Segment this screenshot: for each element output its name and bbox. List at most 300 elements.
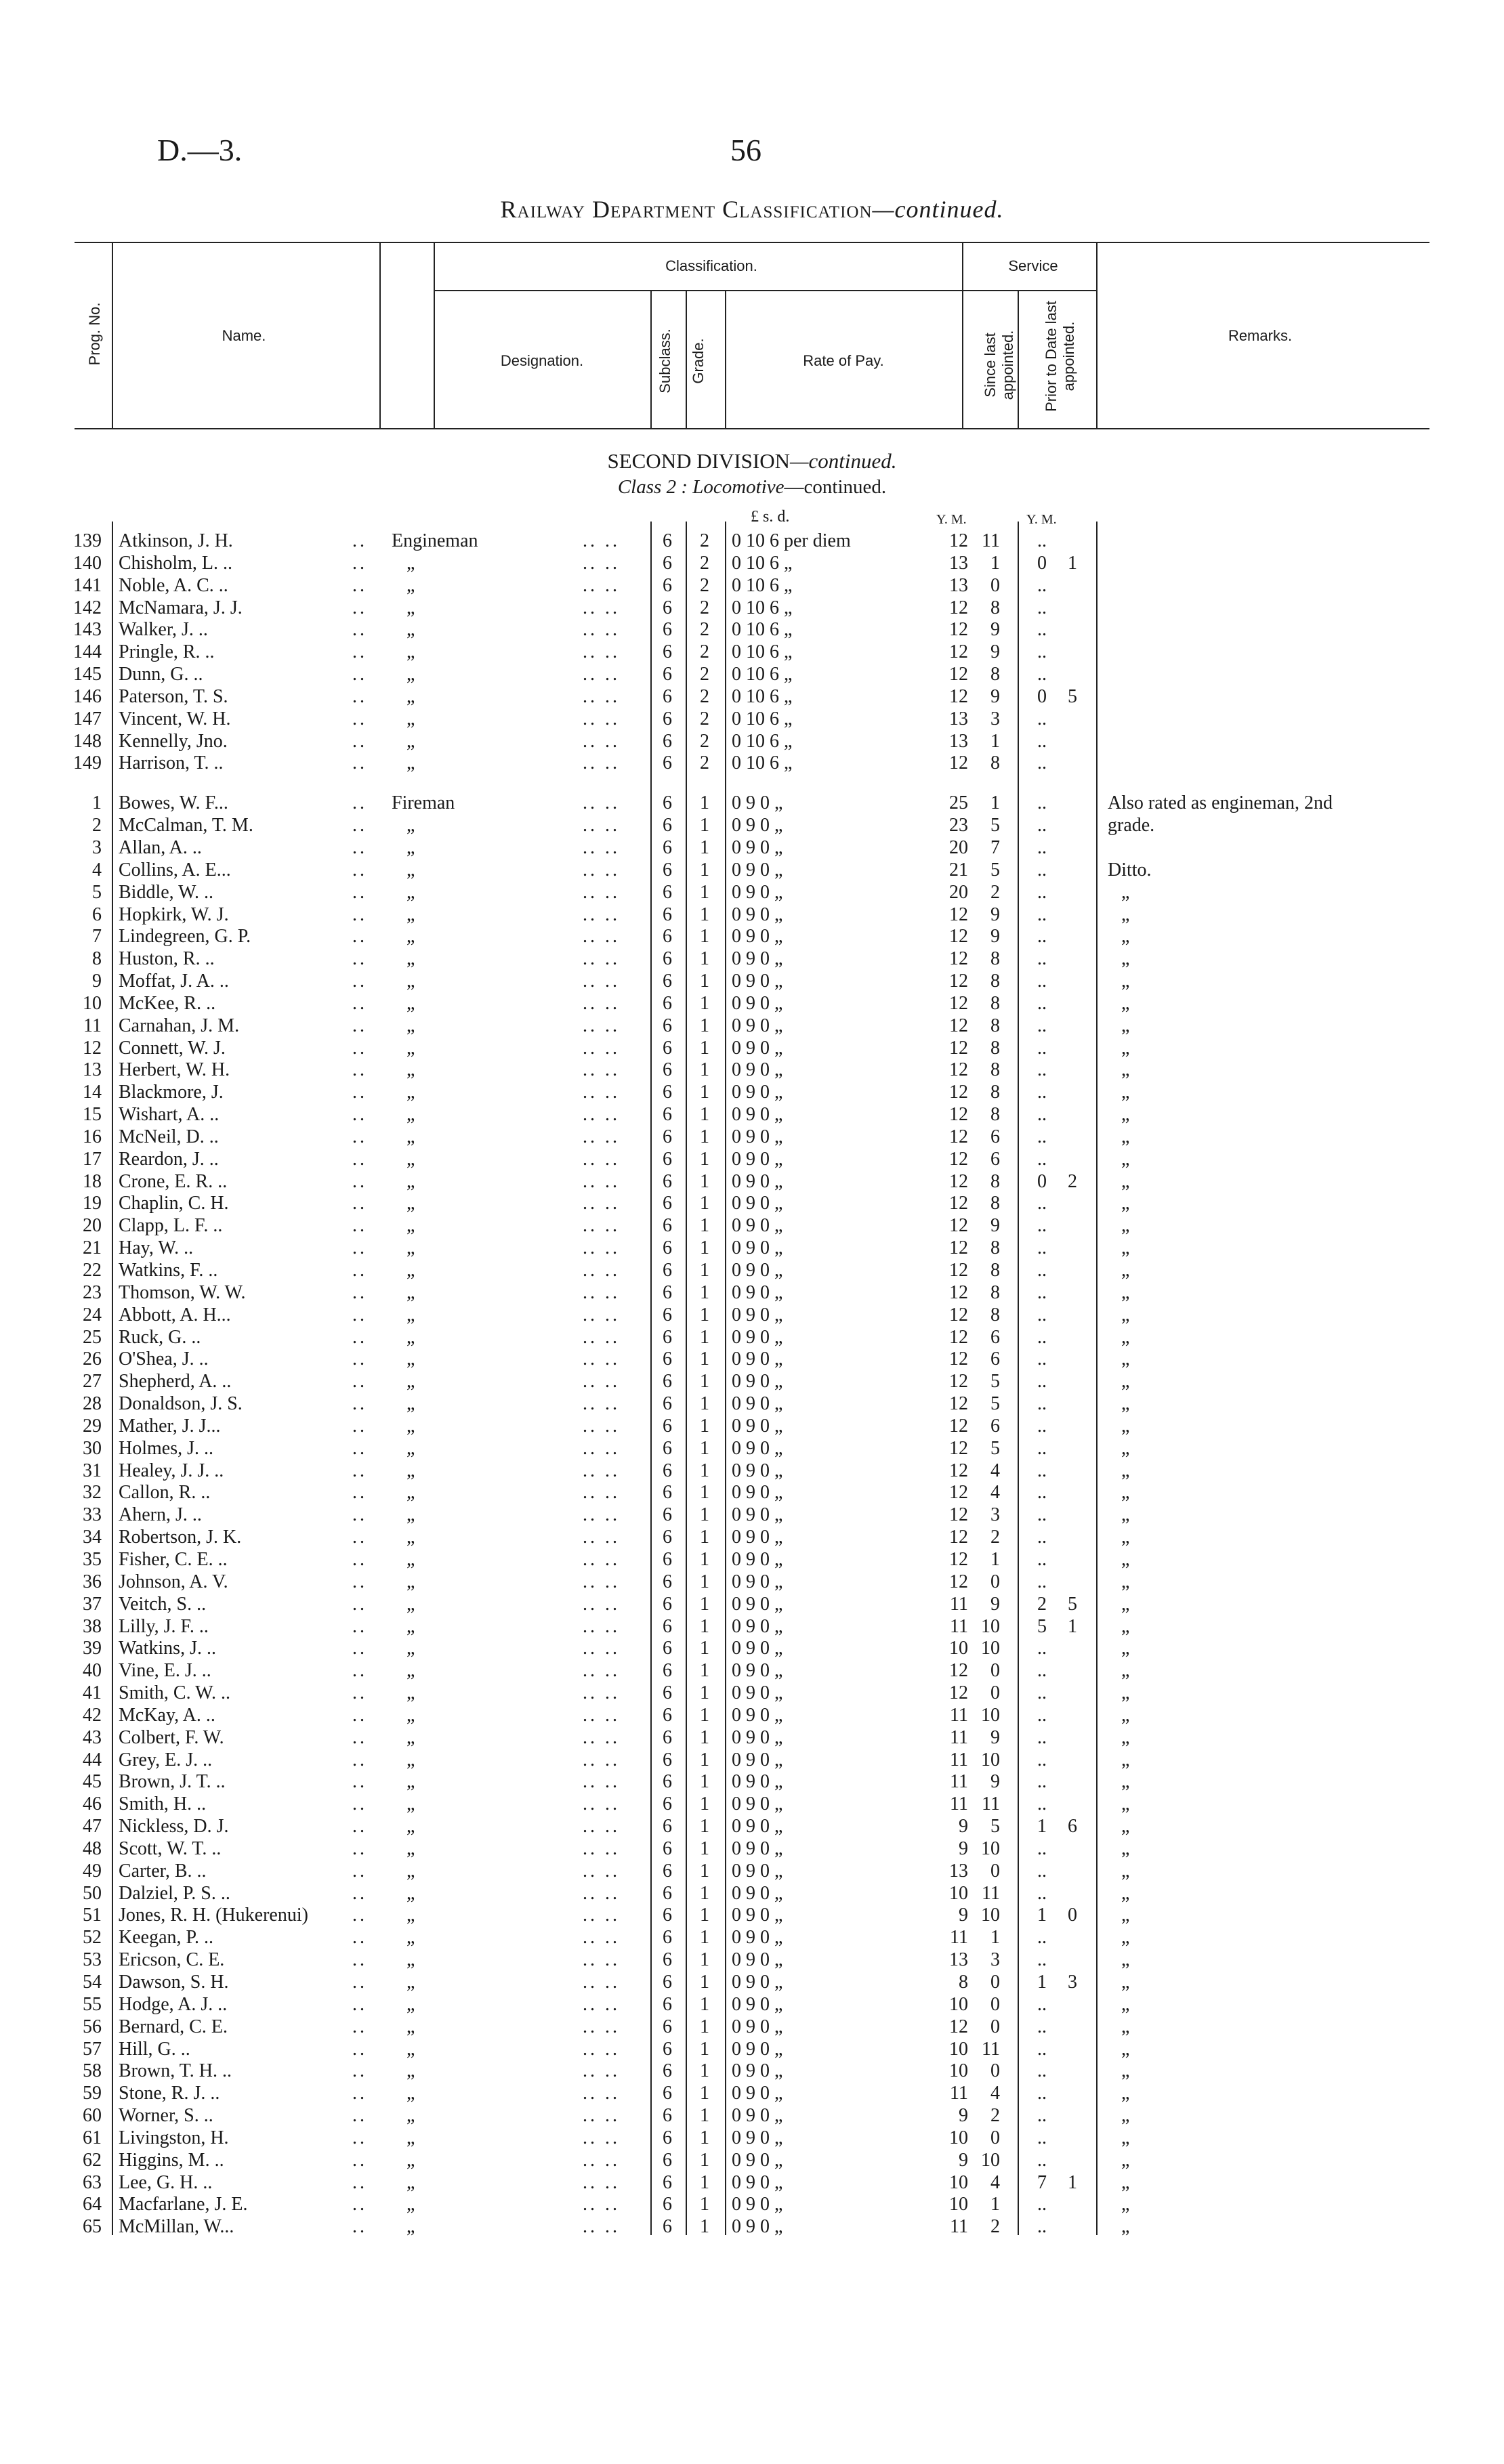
leader-dots: .. .. — [583, 948, 620, 970]
prog-no: 13 — [83, 1059, 102, 1081]
leader-dots: .. — [352, 836, 367, 858]
designation: „ — [406, 1326, 415, 1348]
employee-name: Carter, B. .. — [119, 1860, 207, 1882]
prog-no: 48 — [83, 1838, 102, 1859]
table-row — [0, 1260, 1504, 1282]
since-years: 12 — [949, 1148, 968, 1170]
designation: „ — [406, 1793, 415, 1815]
rate-of-pay: 0 9 0 „ — [732, 1548, 783, 1570]
prog-no: 63 — [83, 2171, 102, 2193]
designation: „ — [406, 685, 415, 707]
grade: 1 — [700, 1504, 709, 1526]
employee-name: Moffat, J. A. .. — [119, 971, 229, 992]
remarks: „ — [1121, 2127, 1130, 2148]
designation: „ — [406, 574, 415, 596]
since-months: 8 — [990, 1281, 1000, 1303]
leader-dots: .. .. — [583, 1749, 620, 1770]
prog-no: 42 — [83, 1704, 102, 1726]
leader-dots: .. — [352, 2016, 367, 2037]
employee-name: Blackmore, J. — [119, 1082, 224, 1103]
since-years: 12 — [949, 1281, 968, 1303]
leader-dots: .. — [352, 859, 367, 880]
since-years: 12 — [949, 1460, 968, 1481]
remarks: „ — [1121, 1281, 1130, 1303]
rate-of-pay: 0 9 0 „ — [732, 2149, 783, 2171]
table-row — [0, 530, 1504, 553]
table-top-rule — [75, 242, 1429, 243]
leader-dots: .. — [352, 1460, 367, 1481]
subclass: 6 — [663, 1104, 672, 1126]
since-months: 4 — [990, 1460, 1000, 1481]
col-rule-2 — [379, 242, 381, 428]
prog-no: 7 — [92, 926, 102, 948]
employee-name: Fisher, C. E. .. — [119, 1548, 228, 1570]
remarks: „ — [1121, 1415, 1130, 1437]
table-row — [0, 1393, 1504, 1416]
since-years: 12 — [949, 1215, 968, 1237]
prog-no: 29 — [83, 1415, 102, 1437]
rate-of-pay: 0 9 0 „ — [732, 792, 783, 814]
designation: „ — [406, 1660, 415, 1682]
prior-years: .. — [1037, 2016, 1047, 2037]
employee-name: Hopkirk, W. J. — [119, 904, 229, 925]
since-years: 12 — [949, 971, 968, 992]
subclass: 6 — [663, 685, 672, 707]
prog-no: 64 — [83, 2194, 102, 2215]
prog-no: 145 — [73, 664, 102, 685]
remarks: „ — [1121, 881, 1130, 903]
class-heading — [0, 476, 1504, 498]
remarks: „ — [1121, 1193, 1130, 1214]
prior-years: .. — [1037, 1571, 1047, 1592]
designation: „ — [406, 2171, 415, 2193]
prior-years: .. — [1037, 1326, 1047, 1348]
rate-of-pay: 0 9 0 „ — [732, 1281, 783, 1303]
rate-of-pay: 0 9 0 „ — [732, 1237, 783, 1259]
leader-dots: .. — [352, 574, 367, 596]
since-years: 10 — [949, 1882, 968, 1904]
leader-dots: .. .. — [583, 1371, 620, 1393]
prior-years: .. — [1037, 574, 1047, 596]
prior-years: .. — [1037, 2194, 1047, 2215]
rate-of-pay: 0 9 0 „ — [732, 1638, 783, 1659]
class-name: Locomotive — [692, 476, 785, 498]
rate-of-pay: 0 9 0 „ — [732, 1660, 783, 1682]
designation: „ — [406, 2060, 415, 2082]
since-months: 9 — [990, 904, 1000, 925]
employee-name: Nickless, D. J. — [119, 1816, 229, 1838]
remarks: „ — [1121, 2216, 1130, 2238]
since-months: 6 — [990, 1148, 1000, 1170]
grade: 1 — [700, 1237, 709, 1259]
leader-dots: .. .. — [583, 2016, 620, 2037]
since-years: 11 — [950, 1749, 968, 1770]
class-prefix: Class 2 : — [617, 476, 688, 498]
subclass: 6 — [663, 1905, 672, 1926]
since-months: 6 — [990, 1415, 1000, 1437]
since-months: 0 — [990, 1972, 1000, 1993]
prog-no: 36 — [83, 1571, 102, 1592]
subclass: 6 — [663, 2060, 672, 2082]
designation: „ — [406, 992, 415, 1014]
table-row — [0, 1638, 1504, 1660]
leader-dots: .. .. — [583, 619, 620, 641]
money-units: £ s. d. — [751, 508, 790, 526]
subclass: 6 — [663, 948, 672, 970]
prog-no: 22 — [83, 1260, 102, 1281]
prog-no: 44 — [83, 1749, 102, 1770]
designation: „ — [406, 1015, 415, 1036]
designation: „ — [406, 1126, 415, 1147]
remarks: „ — [1121, 1882, 1130, 1904]
leader-dots: .. .. — [583, 1838, 620, 1859]
since-years: 11 — [950, 2216, 968, 2238]
leader-dots: .. — [352, 1482, 367, 1504]
leader-dots: .. — [352, 1104, 367, 1126]
subclass: 6 — [663, 1927, 672, 1949]
rate-of-pay: 0 9 0 „ — [732, 1838, 783, 1859]
since-months: 8 — [990, 948, 1000, 970]
remarks: „ — [1121, 1704, 1130, 1726]
employee-name: McKee, R. .. — [119, 992, 216, 1014]
prog-no: 33 — [83, 1504, 102, 1526]
grade: 1 — [700, 1615, 709, 1637]
since-months: 8 — [990, 992, 1000, 1014]
prior-years: .. — [1037, 752, 1047, 774]
rate-of-pay: 0 9 0 „ — [732, 1527, 783, 1548]
rate-of-pay: 0 9 0 „ — [732, 2194, 783, 2215]
rate-of-pay: 0 9 0 „ — [732, 1704, 783, 1726]
leader-dots: .. — [352, 1415, 367, 1437]
leader-dots: .. — [352, 730, 367, 752]
employee-name: Colbert, F. W. — [119, 1726, 224, 1748]
leader-dots: .. .. — [583, 1304, 620, 1325]
employee-name: McCalman, T. M. — [119, 815, 253, 836]
since-years: 12 — [949, 1415, 968, 1437]
leader-dots: .. .. — [583, 1393, 620, 1415]
leader-dots: .. — [352, 708, 367, 729]
leader-dots: .. .. — [583, 1504, 620, 1526]
service-since-units: Y. M. — [936, 512, 967, 527]
remarks: „ — [1121, 1393, 1130, 1415]
prog-no: 20 — [83, 1215, 102, 1237]
remarks: „ — [1121, 1548, 1130, 1570]
prog-no: 1 — [92, 792, 102, 814]
leader-dots: .. — [352, 597, 367, 618]
since-years: 9 — [959, 2149, 968, 2171]
subclass: 6 — [663, 1193, 672, 1214]
classification-table-body — [0, 530, 1504, 2238]
leader-dots: .. — [352, 1260, 367, 1281]
rate-of-pay: 0 10 6 „ — [732, 552, 793, 574]
leader-dots: .. — [352, 1615, 367, 1637]
remarks: „ — [1121, 1082, 1130, 1103]
employee-name: Herbert, W. H. — [119, 1059, 230, 1081]
rate-of-pay: 0 9 0 „ — [732, 1015, 783, 1036]
prior-years: .. — [1037, 1082, 1047, 1103]
employee-name: Allan, A. .. — [119, 836, 202, 858]
grade: 1 — [700, 1148, 709, 1170]
remarks: „ — [1121, 1660, 1130, 1682]
rate-of-pay: 0 9 0 „ — [732, 1771, 783, 1793]
since-years: 12 — [949, 664, 968, 685]
grade: 1 — [700, 2083, 709, 2104]
rate-of-pay: 0 9 0 „ — [732, 1571, 783, 1592]
prior-years: .. — [1037, 1704, 1047, 1726]
employee-name: Scott, W. T. .. — [119, 1838, 222, 1859]
col-rule-9 — [1096, 242, 1098, 428]
prog-no: 2 — [92, 815, 102, 836]
leader-dots: .. — [352, 1037, 367, 1059]
subclass: 6 — [663, 1059, 672, 1081]
grade: 2 — [700, 685, 709, 707]
remarks: „ — [1121, 1682, 1130, 1704]
header-service: Service — [1008, 257, 1058, 274]
leader-dots: .. — [352, 2194, 367, 2215]
since-years: 20 — [949, 836, 968, 858]
prog-no: 62 — [83, 2149, 102, 2171]
leader-dots: .. — [352, 1838, 367, 1859]
employee-name: Huston, R. .. — [119, 948, 215, 970]
leader-dots: .. .. — [583, 708, 620, 729]
grade: 1 — [700, 1304, 709, 1325]
grade: 1 — [700, 1838, 709, 1859]
prior-years: .. — [1037, 641, 1047, 663]
prior-years: 1 — [1037, 1905, 1047, 1926]
prog-no: 32 — [83, 1482, 102, 1504]
remarks: „ — [1121, 1371, 1130, 1393]
subclass: 6 — [663, 881, 672, 903]
prior-years: .. — [1037, 1771, 1047, 1793]
designation: „ — [406, 859, 415, 880]
prog-no: 34 — [83, 1527, 102, 1548]
leader-dots: .. .. — [583, 1170, 620, 1192]
prog-no: 55 — [83, 1993, 102, 2015]
subclass: 6 — [663, 1660, 672, 1682]
leader-dots: .. — [352, 619, 367, 641]
subclass: 6 — [663, 641, 672, 663]
since-years: 13 — [949, 574, 968, 596]
employee-name: Jones, R. H. (Hukerenui) — [119, 1905, 308, 1926]
leader-dots: .. .. — [583, 1527, 620, 1548]
since-years: 12 — [949, 904, 968, 925]
subclass: 6 — [663, 597, 672, 618]
since-months: 5 — [990, 1816, 1000, 1838]
prior-months: 0 — [1068, 1905, 1077, 1926]
leader-dots: .. .. — [583, 1816, 620, 1838]
prior-years: .. — [1037, 1237, 1047, 1259]
prior-years: .. — [1037, 2127, 1047, 2148]
prior-years: .. — [1037, 1726, 1047, 1748]
rate-of-pay: 0 9 0 „ — [732, 1193, 783, 1214]
employee-name: Paterson, T. S. — [119, 685, 228, 707]
prior-years: .. — [1037, 1548, 1047, 1570]
designation: „ — [406, 664, 415, 685]
subclass: 6 — [663, 1838, 672, 1859]
prog-no: 12 — [83, 1037, 102, 1059]
remarks: „ — [1121, 948, 1130, 970]
since-months: 10 — [981, 2149, 1000, 2171]
since-months: 11 — [982, 1882, 1000, 1904]
rate-of-pay: 0 9 0 „ — [732, 1726, 783, 1748]
table-row — [0, 971, 1504, 993]
grade: 2 — [700, 752, 709, 774]
leader-dots: .. — [352, 1749, 367, 1770]
since-months: 9 — [990, 1215, 1000, 1237]
prior-years: .. — [1037, 1393, 1047, 1415]
employee-name: McNeil, D. .. — [119, 1126, 219, 1147]
leader-dots: .. — [352, 1527, 367, 1548]
grade: 1 — [700, 1482, 709, 1504]
table-row — [0, 1616, 1504, 1638]
title-suffix: —continued. — [872, 196, 1004, 223]
designation: „ — [406, 1905, 415, 1926]
remarks: „ — [1121, 2060, 1130, 2082]
table-row — [0, 1215, 1504, 1237]
prior-months: 1 — [1068, 2171, 1077, 2193]
table-row — [0, 641, 1504, 664]
leader-dots: .. — [352, 1237, 367, 1259]
leader-dots: .. — [352, 1571, 367, 1592]
since-years: 12 — [949, 1548, 968, 1570]
rate-of-pay: 0 9 0 „ — [732, 1949, 783, 1971]
prior-years: .. — [1037, 1460, 1047, 1481]
since-years: 10 — [949, 2038, 968, 2060]
since-years: 20 — [949, 881, 968, 903]
rate-of-pay: 0 9 0 „ — [732, 2038, 783, 2060]
employee-name: Healey, J. J. .. — [119, 1460, 224, 1481]
subclass: 6 — [663, 1460, 672, 1481]
remarks: „ — [1121, 1793, 1130, 1815]
employee-name: Smith, C. W. .. — [119, 1682, 230, 1704]
employee-name: Bowes, W. F... — [119, 792, 228, 814]
leader-dots: .. — [352, 1660, 367, 1682]
table-row — [0, 1927, 1504, 1949]
designation: „ — [406, 1749, 415, 1770]
designation: „ — [406, 1371, 415, 1393]
since-months: 8 — [990, 1104, 1000, 1126]
prog-no: 65 — [83, 2216, 102, 2238]
prior-years: .. — [1037, 1260, 1047, 1281]
since-months: 7 — [990, 836, 1000, 858]
grade: 1 — [700, 1860, 709, 1882]
col-rule-3 — [434, 242, 435, 428]
table-row — [0, 1237, 1504, 1260]
leader-dots: .. .. — [583, 664, 620, 685]
rate-of-pay: 0 9 0 „ — [732, 1437, 783, 1459]
leader-dots: .. — [352, 904, 367, 925]
designation: „ — [406, 597, 415, 618]
prior-years: .. — [1037, 1882, 1047, 1904]
prog-no: 43 — [83, 1726, 102, 1748]
prior-years: .. — [1037, 859, 1047, 880]
grade: 1 — [700, 1126, 709, 1147]
prog-no: 41 — [83, 1682, 102, 1704]
prog-no: 49 — [83, 1860, 102, 1882]
rate-of-pay: 0 10 6 „ — [732, 752, 793, 774]
employee-name: Johnson, A. V. — [119, 1571, 228, 1592]
grade: 1 — [700, 1437, 709, 1459]
subclass: 6 — [663, 1393, 672, 1415]
designation: „ — [406, 619, 415, 641]
remarks: „ — [1121, 1059, 1130, 1081]
leader-dots: .. .. — [583, 1148, 620, 1170]
designation: „ — [406, 1615, 415, 1637]
prog-no: 60 — [83, 2105, 102, 2127]
table-row — [0, 2150, 1504, 2172]
since-years: 12 — [949, 1437, 968, 1459]
prog-no: 142 — [73, 597, 102, 618]
employee-name: Pringle, R. .. — [119, 641, 215, 663]
since-years: 9 — [959, 1816, 968, 1838]
rate-of-pay: 0 9 0 „ — [732, 1148, 783, 1170]
rate-of-pay: 0 9 0 „ — [732, 2216, 783, 2238]
remarks: „ — [1121, 1437, 1130, 1459]
employee-name: Smith, H. .. — [119, 1793, 207, 1815]
leader-dots: .. — [352, 1326, 367, 1348]
table-row — [0, 1015, 1504, 1038]
table-row — [0, 837, 1504, 859]
table-row — [0, 815, 1504, 837]
leader-dots: .. — [352, 1860, 367, 1882]
since-months: 11 — [982, 1793, 1000, 1815]
leader-dots: .. — [352, 1548, 367, 1570]
leader-dots: .. — [352, 1972, 367, 1993]
employee-name: Watkins, F. .. — [119, 1260, 218, 1281]
table-row — [0, 1171, 1504, 1193]
since-months: 0 — [990, 1860, 1000, 1882]
subclass: 6 — [663, 1415, 672, 1437]
prior-years: 0 — [1037, 552, 1047, 574]
employee-name: Dunn, G. .. — [119, 664, 203, 685]
prog-no: 46 — [83, 1793, 102, 1815]
table-row — [0, 1282, 1504, 1304]
remarks: „ — [1121, 1749, 1130, 1770]
table-row — [0, 2083, 1504, 2105]
subclass: 6 — [663, 1281, 672, 1303]
prog-no: 45 — [83, 1771, 102, 1793]
since-years: 25 — [949, 792, 968, 814]
rate-of-pay: 0 9 0 „ — [732, 1260, 783, 1281]
grade: 1 — [700, 1104, 709, 1126]
since-months: 0 — [990, 2127, 1000, 2148]
leader-dots: .. .. — [583, 1348, 620, 1370]
since-months: 9 — [990, 1593, 1000, 1615]
grade: 1 — [700, 1548, 709, 1570]
table-row — [0, 948, 1504, 971]
designation: „ — [406, 1304, 415, 1325]
prior-years: 0 — [1037, 1170, 1047, 1192]
grade: 1 — [700, 904, 709, 925]
rate-of-pay: 0 9 0 „ — [732, 1593, 783, 1615]
prior-years: .. — [1037, 1371, 1047, 1393]
grade: 1 — [700, 1326, 709, 1348]
leader-dots: .. .. — [583, 859, 620, 880]
since-months: 5 — [990, 1371, 1000, 1393]
leader-dots: .. — [352, 1771, 367, 1793]
prior-years: 1 — [1037, 1972, 1047, 1993]
prior-years: .. — [1037, 2216, 1047, 2238]
since-years: 11 — [950, 1771, 968, 1793]
table-header-bottom-rule — [75, 428, 1429, 429]
designation: „ — [406, 926, 415, 948]
subclass: 6 — [663, 530, 672, 551]
employee-name: Biddle, W. .. — [119, 881, 214, 903]
grade: 1 — [700, 1571, 709, 1592]
subclass: 6 — [663, 815, 672, 836]
rate-of-pay: 0 9 0 „ — [732, 1215, 783, 1237]
table-row — [0, 1749, 1504, 1772]
